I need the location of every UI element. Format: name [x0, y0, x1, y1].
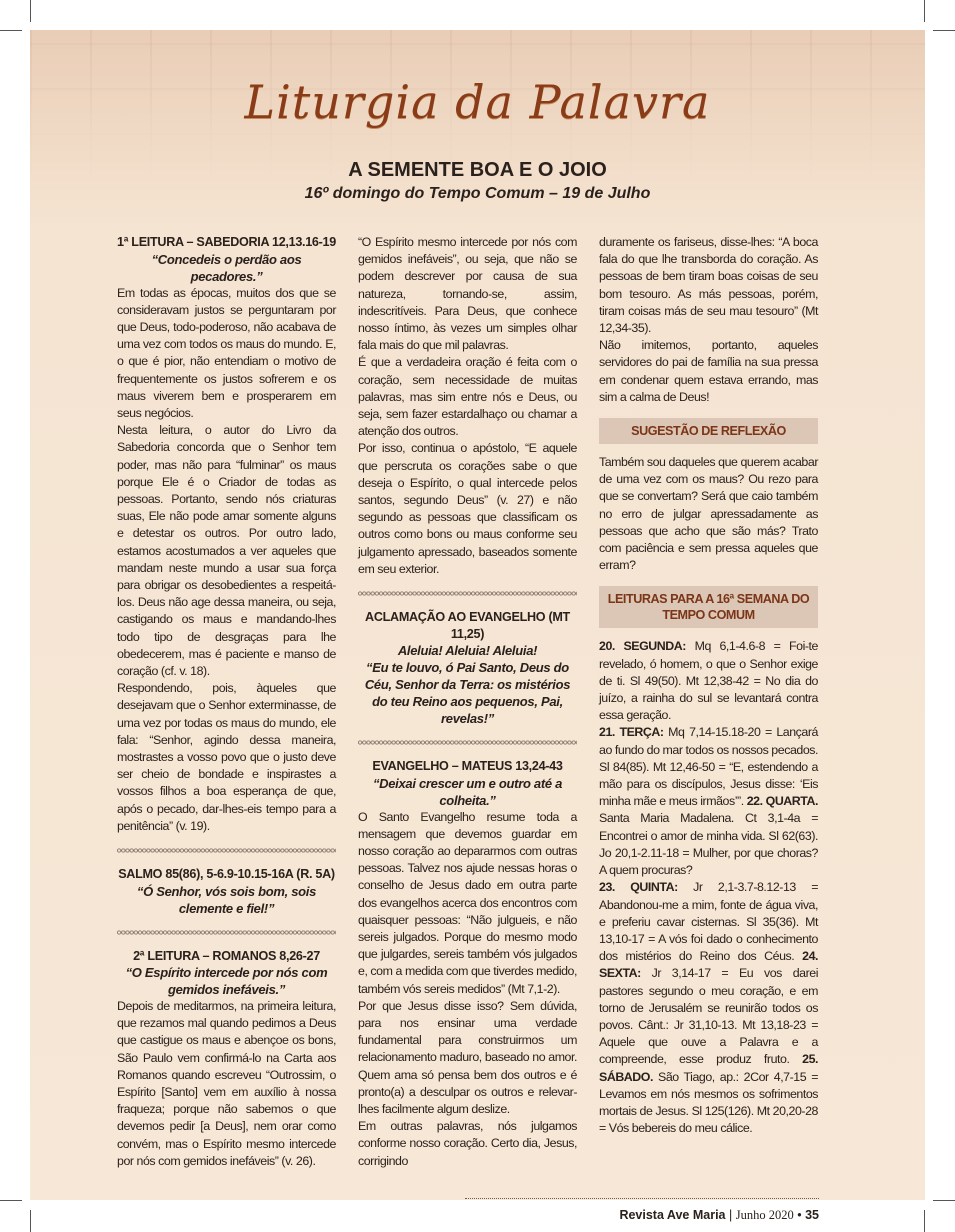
page-number: 35	[805, 1208, 819, 1223]
paragraph: Depois de meditarmos, na primeira leitura, que rezamos mal quando pedimos a Deus que castigue os maus e abençoe os bons, São Paulo vem confirmá-lo na Carta aos Romanos quando escreveu “Outrossim, o Espírito [Santo] vem em auxílio à nossa fraqueza; porque não sabemos o que devemos pedir [a Deus], nem orar como convém, mas o Espírito mesmo intercede por nós com gemidos inefáveis” (v. 26).	[117, 999, 336, 1168]
crop-mark	[0, 1200, 22, 1201]
weekly-readings-list	[599, 638, 818, 1137]
magazine-name: Revista Ave Maria	[619, 1208, 726, 1223]
psalm-heading: SALMO 85(86), 5-6.9-10.15-16A (R. 5A)	[118, 867, 335, 881]
day-label: 20. SEGUNDA:	[599, 639, 686, 654]
crop-mark	[924, 1210, 925, 1232]
crop-mark	[924, 0, 925, 22]
day-readings: Mq 7,14-15.18-20 = Lançará ao fundo do mar todos os nossos pecados. Sl 84(85). Mt 12,46-50 = “E, estendendo a mão para os discípulos, Jesus disse: ‘Eis minha mãe e meus irmãos’”.	[599, 725, 818, 809]
footer-bullet: •	[797, 1208, 802, 1223]
day-label: 21. TERÇA:	[599, 725, 664, 740]
paragraph: Por isso, continua o apóstolo, “E aquele que perscruta os corações sabe o que deseja o Espírito, o qual intercede pelos santos, segundo Deus” (v. 27) e não segundo as pessoas que classificam os outros como bons ou maus conforme seu julgamento apressado, baseados somente em seu exterior.	[358, 441, 577, 576]
column-2	[358, 234, 577, 1170]
psalm-quote: “Ó Senhor, vós sois bom, sois clemente e fiel!”	[136, 883, 317, 916]
paragraph: Em outras palavras, nós julgamos conforme nosso coração. Certo dia, Jesus, corrigindo	[358, 1119, 577, 1168]
crop-mark	[933, 1200, 955, 1201]
paragraph: Respondendo, pois, àqueles que desejavam que o Senhor exterminasse, de uma vez por todas os maus do mundo, ele fala: “Senhor, agindo dessa maneira, mostrastes a vosso povo que o justo deve ser cheio de bondade e inspirastes a vossos filhos a boa esperança de que, após o pecado, dar-lhes-eis tempo para a penitência” (v. 19).	[117, 681, 336, 833]
columns	[117, 234, 819, 1170]
paragraph: duramente os fariseus, disse-lhes: “A boca fala do que lhe transborda do coração. As pessoas de bem tiram boas coisas de seu bom tesouro. As más pessoas, porém, tiram coisas más de seu mau tesouro” (Mt 12,34-35).	[599, 235, 818, 336]
acclamation-heading: ACLAMAÇÃO AO EVANGELHO (MT 11,25)	[365, 610, 570, 641]
crop-mark	[933, 30, 955, 31]
paragraph: Em todas as épocas, muitos dos que se consideravam justos se perguntaram por que Deus, todo-poderoso, não acabava de uma vez com todos os maus do mundo. E, o que é pior, não entendiam o motivo de frequentemente os justos sofrerem e os maus viverem bem e prosperarem em seus negócios.	[117, 285, 336, 420]
divider	[358, 740, 577, 746]
day-readings: Santa Maria Madalena. Ct 3,1-4a = Encontrei o amor de minha vida. Sl 62(63). Jo 20,1-2.11-18 = Mulher, por que choras? A quem procuras?	[599, 811, 818, 878]
paragraph: Não imitemos, portanto, aqueles servidores do pai de família na sua pressa em condenar quem estava errando, mas sim a calma de Deus!	[599, 338, 818, 404]
paragraph: O Santo Evangelho resume toda a mensagem que devemos guardar em nosso coração ao depararmos com outras pessoas. Talvez nos ajude nessas horas o conselho de Jesus dado em outra parte dos evangelhos acerca dos encontros com quaisquer pessoas: “Não julgueis, e não sereis julgados. Porque do mesmo modo que julgardes, sereis também vós julgados e, com a medida com que tiverdes medido, também vós sereis medidos” (Mt 7,1-2).	[358, 809, 577, 996]
divider	[117, 930, 336, 936]
second-reading-heading: 2ª LEITURA – ROMANOS 8,26-27	[133, 948, 320, 963]
paragraph: Nesta leitura, o autor do Livro da Sabedoria concorda que o Senhor tem poder, mas não para “fulminar” os maus porque Ele é o Criador de todas as pessoas. Portanto, sendo nós criaturas suas, Ele não pode amar somente alguns e detestar os outros. Por outro lado, estamos acostumados a ver aqueles que mandam neste mundo a usar sua força para obrigar os desobedientes a respeitá-los. Deus não age dessa maneira, ou seja, castigando os maus e mandando-lhes todo tipo de desgraças para lhe obedecerem, mas é paciente e manso de coração (cf. v. 18).	[117, 423, 336, 678]
divider	[117, 848, 336, 854]
page-subtitle: 16º domingo do Tempo Comum – 19 de Julho	[304, 185, 651, 202]
crop-mark	[0, 30, 22, 31]
page-title: A SEMENTE BOA E O JOIO	[348, 159, 607, 181]
reflection-text: Também sou daqueles que querem acabar de uma vez com os maus? Ou rezo para que se convertam? Será que caio também no erro de julgar apressadamente as pessoas que acho que são más? Trato com paciência e sem pressa aqueles que erram?	[599, 455, 818, 573]
first-reading-quote: “Concedeis o perdão aos pecadores.”	[151, 251, 302, 284]
second-reading-quote: “O Espírito intercede por nós com gemidos inefáveis.”	[125, 965, 328, 997]
gospel-quote: “Deixai crescer um e outro até a colheita.”	[372, 775, 563, 808]
article-body	[117, 234, 819, 1223]
acclamation-quote: “Eu te louvo, ó Pai Santo, Deus do Céu, Senhor da Terra: os mistérios do teu Reino aos pequenos, Pai, revelas!”	[364, 660, 571, 727]
weekly-readings-heading: LEITURAS PARA A 16ª SEMANA DO TEMPO COMUM	[599, 586, 818, 628]
footer-separator: |	[729, 1208, 733, 1223]
day-readings: Mq 6,1-4.6-8 = Foi-te revelado, ó homem, o que o Senhor exige de ti. Sl 49(50). Mt 12,38-42 = No dia do juízo, a rainha do sul se levantará contra essa geração.	[599, 639, 818, 723]
issue-date: Junho 2020	[735, 1208, 794, 1223]
day-label: 25. SÁBADO.	[599, 1052, 818, 1084]
footer-divider	[465, 1198, 819, 1199]
crop-mark	[30, 0, 31, 22]
section-title: Liturgia da Palavra	[244, 75, 711, 129]
acclamation-alleluia: Aleluia! Aleluia! Aleluia!	[397, 643, 538, 659]
paragraph: É que a verdadeira oração é feita com o coração, sem necessidade de muitas palavras, mas sim entre nós e Deus, ou seja, sem fazer estardalhaço ou chamar a atenção dos outros.	[358, 355, 577, 439]
day-label: 23. QUINTA:	[599, 880, 678, 895]
day-label: 24. SEXTA:	[599, 949, 818, 981]
page-footer	[465, 1207, 819, 1223]
column-3	[599, 234, 818, 1137]
crop-mark	[30, 1210, 31, 1232]
paragraph: “O Espírito mesmo intercede por nós com gemidos inefáveis”, ou seja, que não se podem descrever por causa de sua natureza, tornando-se, assim, indescritíveis. Para Deus, que conhece nosso íntimo, às vezes um simples olhar fala mais do que mil palavras.	[358, 235, 577, 353]
day-readings: São Tiago, ap.: 2Cor 4,7-15 = Levamos em nós mesmos os sofrimentos mortais de Jesus. Sl 125(126). Mt 20,20-28 = Vós bebereis do meu cálice.	[599, 1069, 818, 1136]
reflection-heading: SUGESTÃO DE REFLEXÃO	[599, 418, 818, 444]
column-1	[117, 234, 336, 1170]
divider	[358, 591, 577, 597]
page-footer-area	[465, 1198, 819, 1223]
paragraph: Por que Jesus disse isso? Sem dúvida, para nos ensinar uma verdade fundamental para construirmos um relacionamento maduro, baseado no amor. Quem ama só pensa bem dos outros e é pronto(a) a desculpar os outros e relevar-lhes facilmente algum deslize.	[358, 998, 577, 1117]
day-readings: Jr 2,1-3.7-8.12-13 = Abandonou-me a mim, fonte de água viva, e preferiu cavar cisternas. Sl 35(36). Mt 13,10-17 = A vós foi dado o conhecimento dos mistérios do Reino dos Céus.	[599, 880, 818, 964]
day-label: 22. QUARTA.	[746, 794, 818, 809]
gospel-heading: EVANGELHO – MATEUS 13,24-43	[372, 759, 563, 774]
first-reading-heading: 1ª LEITURA – SABEDORIA 12,13.16-19	[117, 235, 336, 249]
day-readings: Jr 3,14-17 = Eu vos darei pastores segundo o meu coração, e em torno de Jerusalém se reunirão todos os povos. Cânt.: Jr 31,10-13. Mt 13,18-23 = Aquele que ouve a Palavra e a compreende, esse produz fruto.	[599, 966, 818, 1067]
